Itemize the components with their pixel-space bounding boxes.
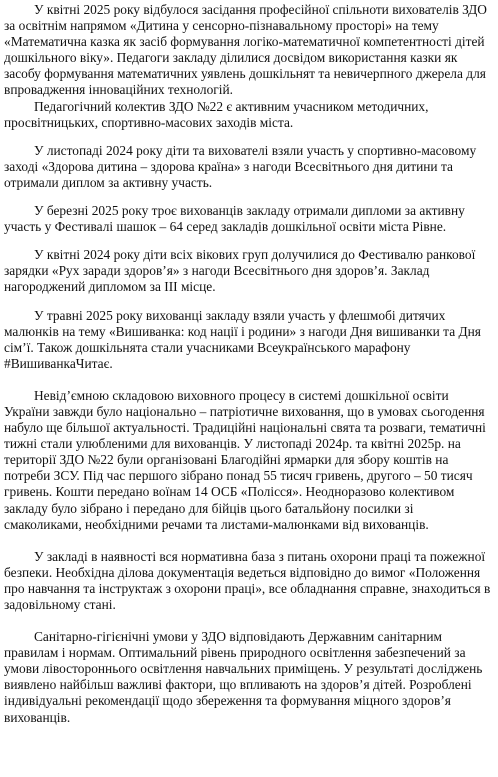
paragraph-healthy-child-event: У листопаді 2024 року діти та вихователі взяли участь у спортивно-масовому заході «Здорова дитина – здорова країна» з нагоди Всесвітнього дня дитини та отримали диплом за активну участь. [4, 142, 477, 190]
paragraph-vyshyvanka-flashmob: У травні 2025 року вихованці закладу взяли участь у флешмобі дитячих малюнків на тему «Вишиванка: код нації і родини» з нагоди Дня вишиванки та Дня сім’ї. Також дошкільнята стали учасниками Всеукраїнського марафону #ВишиванкаЧитає. [4, 307, 481, 371]
document-page [4, 2, 494, 726]
paragraph-checkers-festival: У березні 2025 року троє вихованців закладу отримали дипломи за активну участь у Фестивалі шашок – 64 серед закладів дошкільної освіти міста Рівне. [4, 203, 465, 235]
paragraph-labor-safety: У закладі в наявності вся нормативна база з питань охорони праці та пожежної безпеки. Необхідна ділова документація ведеться відповідно до вимог «Положення про навчання та інструктаж з охорони праці», все обладнання справне, знаходиться в задовільному стані. [4, 548, 491, 612]
paragraph-morning-exercise-festival: У квітні 2024 року діти всіх вікових груп долучилися до Фестивалю ранкової зарядки «Рух заради здоров’я» з нагоди Всесвітнього дня здоров’я. Заклад нагороджений дипломом за ІІІ місце. [4, 247, 476, 295]
paragraph-active-participant: Педагогічний колектив ЗДО №22 є активним учасником методичних, просвітницьких, спортивно-масових заходів міста. [4, 98, 429, 130]
paragraph-methodical-community: У квітні 2025 року відбулося засідання професійної спільноти вихователів ЗДО за освітнім напрямом «Дитина у сенсорно-пізнавальному просторі» на тему «Математична казка як засіб формування логіко-математичної компетентності дітей дошкільного віку». Педагоги закладу ділилися досвідом використання казки як засобу формування математичних уявлень дошкільнят та невичерпного джерела для впровадження інноваційних технологій. [4, 2, 487, 98]
paragraph-patriotic-education: Невід’ємною складовою виховного процесу в системі дошкільної освіти України завжди було національно – патріотичне виховання, що в умовах сьогодення набуло ще більшої актуальності. Традиційні національні свята та розваги, тематичні тижні стали улюбленими для вихованців. У листопаді 2024р. та квітні 2025р. на території ЗДО №22 були організовані Благодійні ярмарки для збору коштів на потреби ЗСУ. Під час першого зібрано понад 55 тисяч гривень, другого – 50 тисяч гривень. Кошти передано воїнам 14 ОСБ «Полісся». Неодноразово колективом закладу було зібрано і передано для бійців цього батальйону посилки зі смаколиками, необхідними речами та листами-малюнками від вихованців. [4, 387, 486, 532]
paragraph-sanitary-conditions: Санітарно-гігієнічні умови у ЗДО відповідають Державним санітарним правилам і нормам. Оптимальний рівень природного освітлення забезпечений за умови лівостороннього освітлення навчальних приміщень. У результаті досліджень виявлено найбільш важливі фактори, що впливають на здоров’я дітей. Розроблені індивідуальні рекомендації щодо збереження та формування міцного здоров’я вихованців. [4, 629, 483, 725]
